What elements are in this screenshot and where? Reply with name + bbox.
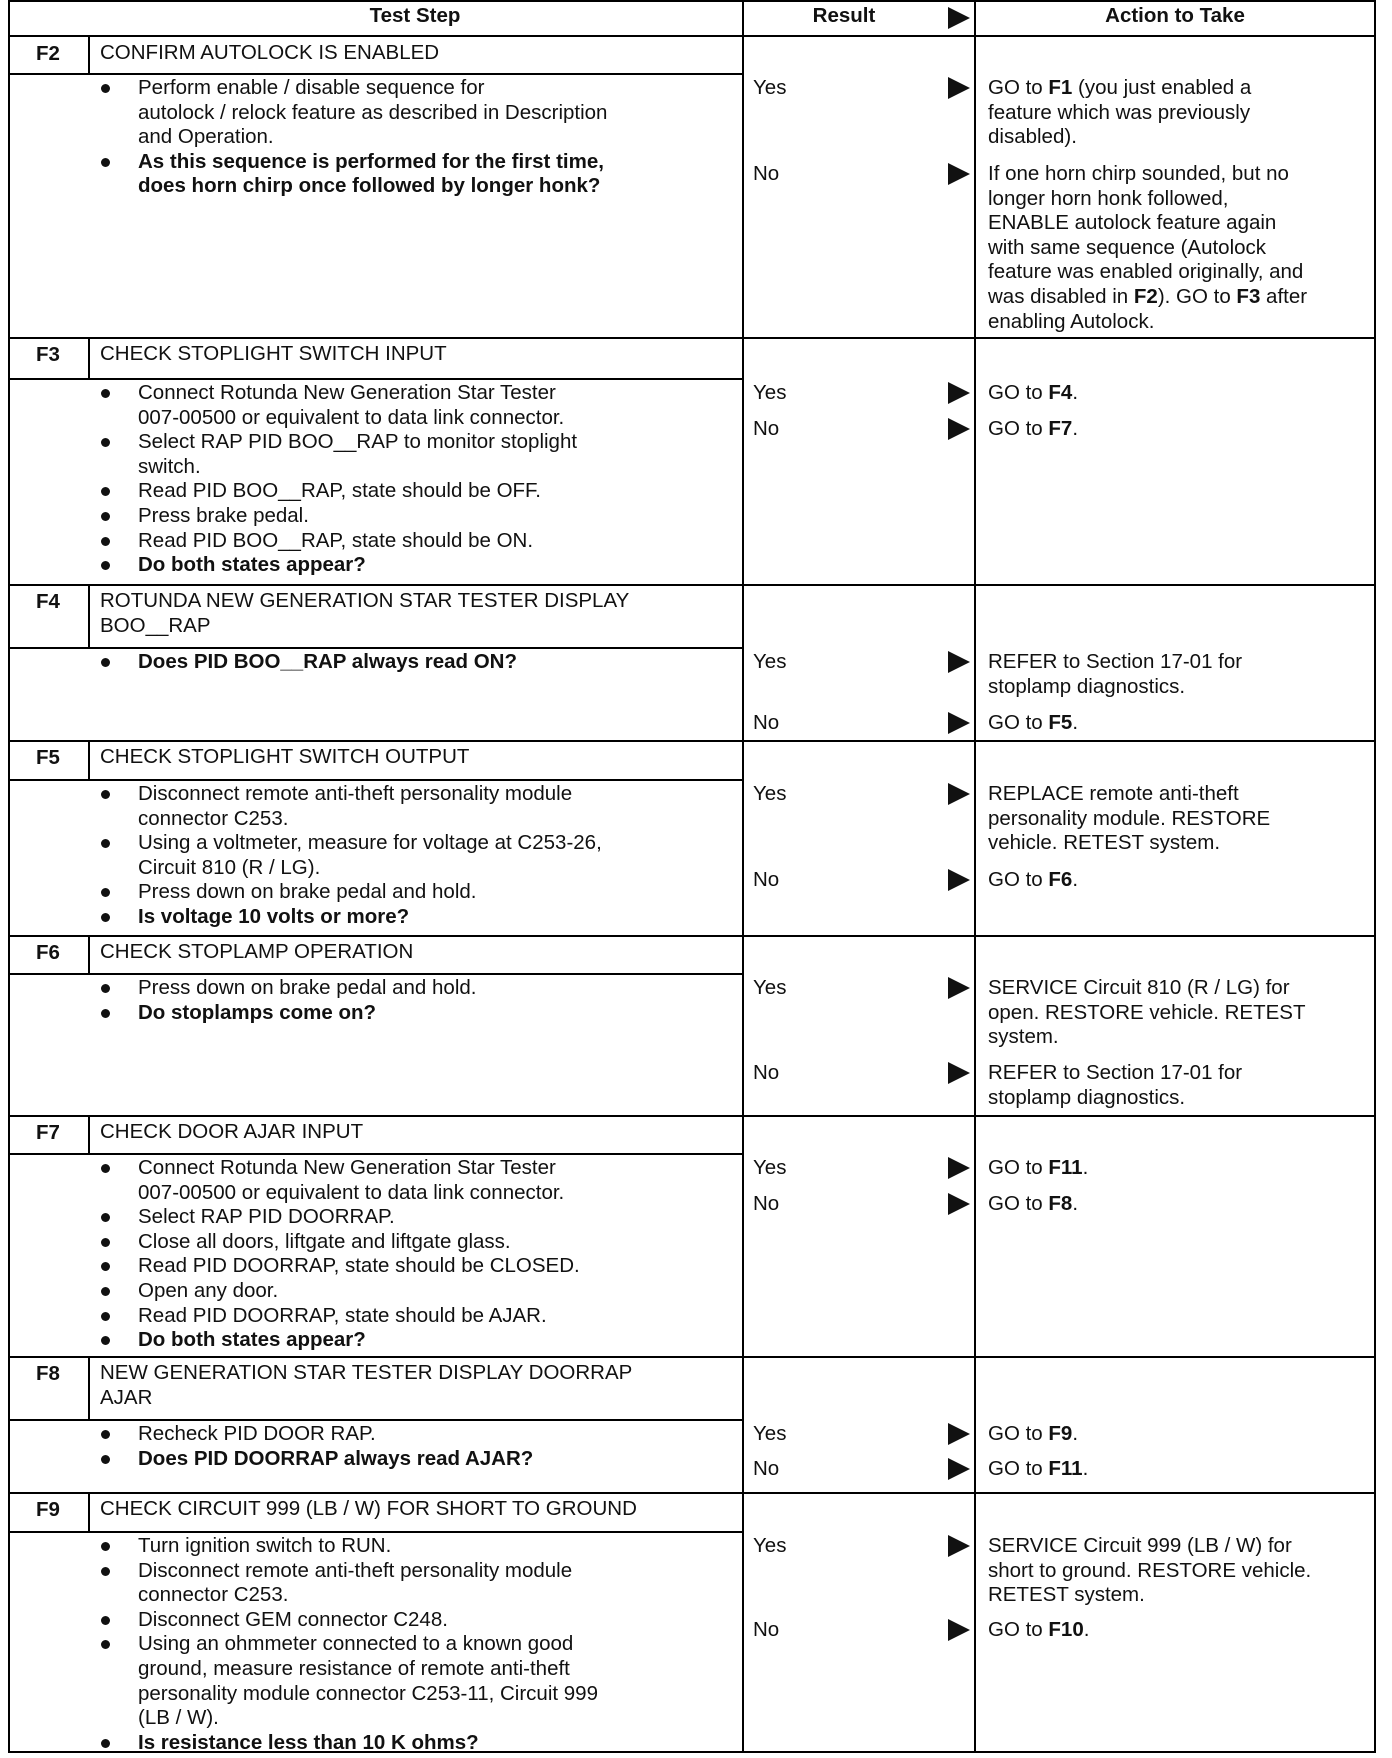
arrow-icon [948,1423,970,1445]
step-reference: F7 [1048,417,1073,440]
bullet-icon [101,1287,110,1296]
step-instruction: Press down on brake pedal and hold. [138,880,477,904]
arrow-icon [948,869,970,891]
action-text: . [1072,417,1079,440]
step-instruction: Select RAP PID DOORRAP. [138,1205,395,1229]
step-reference: F5 [1048,711,1073,734]
arrow-icon [948,1619,970,1641]
arrow-icon [948,712,970,734]
bullet-icon [101,1213,110,1222]
action-text: RETEST system. [988,1583,1145,1607]
step-id: F4 [36,590,60,613]
arrow-icon [948,977,970,999]
step-instruction: Disconnect remote anti-theft personality module [138,1558,573,1582]
action-text: GO to [988,1422,1049,1445]
bullet-icon [101,658,110,667]
step-title: AJAR [100,1385,153,1409]
step-reference: F1 [1048,76,1073,99]
action-line [988,807,1270,832]
action-text: feature which was previously [988,100,1251,124]
step-instruction: Connect Rotunda New Generation Star Tester [138,1156,556,1179]
action-line [988,211,1276,236]
step-reference: F10 [1048,1618,1084,1641]
step-id: F5 [36,746,60,769]
result-yes: Yes [753,1422,787,1445]
step-reference: F9 [1048,1422,1073,1445]
arrow-icon [948,1062,970,1084]
action-line [988,650,1242,675]
step-title-divider [8,73,742,75]
row-bottom-border [8,935,1376,937]
bullet-icon [101,1616,110,1625]
bullet-icon [101,1739,110,1748]
arrow-icon [948,7,970,29]
step-instruction: Does PID BOO__RAP always read ON? [138,650,518,673]
row-bottom-border [8,740,1376,742]
step-instruction: Do both states appear? [138,1328,366,1352]
step-instruction: Disconnect GEM connector C248. [138,1607,448,1631]
bullet-icon [101,438,110,447]
action-line [988,417,1078,442]
bullet-icon [101,1312,110,1321]
arrow-icon [948,382,970,404]
result-yes: Yes [753,782,787,805]
action-text: . [1082,1457,1089,1480]
action-line [988,1618,1089,1643]
step-id: F2 [36,42,60,65]
action-line [988,381,1078,406]
action-line [988,782,1239,807]
step-instruction: Do both states appear? [138,553,366,577]
action-text: . [1072,1192,1079,1215]
bullet-icon [101,512,110,521]
step-instruction: Does PID DOORRAP always read AJAR? [138,1446,534,1470]
action-line [988,125,1077,150]
table-top-border [8,0,1376,2]
action-line [988,1156,1088,1181]
action-text: with same sequence (Autolock [988,235,1267,259]
action-line [988,1001,1306,1026]
bullet-icon [101,1455,110,1464]
step-instruction: As this sequence is performed for the first time, [138,149,604,173]
bullet-icon [101,1238,110,1247]
action-text: stoplamp diagnostics. [988,674,1186,698]
action-text: . [1082,1156,1089,1179]
arrow-icon [948,1535,970,1557]
step-instruction: Using an ohmmeter connected to a known good [138,1632,574,1656]
action-text: GO to [988,1618,1049,1641]
result-no: No [753,868,780,891]
arrow-icon [948,783,970,805]
step-instruction: does horn chirp once followed by longer honk? [138,174,601,198]
step-reference: F6 [1048,868,1073,891]
step-instruction: Select RAP PID BOO__RAP to monitor stoplight [138,430,578,454]
step-instruction: personality module connector C253-11, Circuit 999 [138,1681,598,1705]
action-text: GO to [988,1192,1049,1215]
bullet-icon [101,1430,110,1439]
result-no: No [753,1192,780,1215]
bullet-icon [101,1542,110,1551]
result-yes: Yes [753,650,787,673]
step-id-divider [88,37,90,73]
bullet-icon [101,1262,110,1271]
bullet-icon [101,839,110,848]
step-instruction: Using a voltmeter, measure for voltage at C253-26, [138,831,602,855]
arrow-icon [948,418,970,440]
step-instruction: Read PID BOO__RAP, state should be OFF. [138,479,541,503]
action-text: short to ground. RESTORE vehicle. [988,1558,1312,1582]
action-text: GO to [988,381,1049,404]
step-reference: F11 [1048,1457,1083,1480]
step-title: CONFIRM AUTOLOCK IS ENABLED [100,41,440,64]
bullet-icon [101,561,110,570]
result-yes: Yes [753,1534,787,1557]
step-title: BOO__RAP [100,613,211,637]
result-yes: Yes [753,76,787,99]
action-text: . [1072,711,1079,734]
step-instruction: ground, measure resistance of remote anti-theft [138,1657,570,1680]
action-line [988,236,1266,261]
result-yes: Yes [753,1156,787,1179]
action-text: If one horn chirp sounded, but no [988,162,1289,185]
action-text: . [1072,868,1079,891]
row-bottom-border [8,337,1376,339]
action-text: REFER to Section 17-01 for [988,1061,1243,1084]
action-text: personality module. RESTORE [988,806,1271,830]
step-id: F9 [36,1498,60,1521]
step-title-divider [8,779,742,781]
action-line [988,101,1250,126]
step-instruction: Read PID BOO__RAP, state should be ON. [138,528,534,552]
result-no: No [753,417,780,440]
action-text: open. RESTORE vehicle. RETEST [988,1000,1306,1024]
bullet-icon [101,888,110,897]
action-text: ). GO to [1157,285,1237,308]
step-instruction: Open any door. [138,1279,279,1302]
action-line [988,675,1185,700]
step-id: F6 [36,941,60,964]
table-right-border [1374,0,1376,1752]
step-id-divider [88,585,90,647]
action-line [988,1061,1242,1086]
arrow-icon [948,163,970,185]
step-title-divider [8,1531,742,1533]
arrow-icon [948,1157,970,1179]
bullet-icon [101,1009,110,1018]
step-instruction: and Operation. [138,125,274,149]
step-id-divider [88,1357,90,1419]
step-id: F8 [36,1362,60,1385]
step-reference: F8 [1048,1192,1073,1215]
action-line [988,831,1220,856]
step-instruction: Is resistance less than 10 K ohms? [138,1730,479,1754]
bullet-icon [101,913,110,922]
arrow-icon [948,1458,970,1480]
action-line [988,711,1078,736]
action-line [988,1422,1078,1447]
action-text: REFER to Section 17-01 for [988,650,1243,673]
step-id: F7 [36,1121,60,1144]
step-id-divider [88,741,90,779]
action-line [988,310,1154,335]
step-instruction: Disconnect remote anti-theft personality module [138,782,573,805]
action-line [988,260,1303,285]
action-text: (you just enabled a [1072,76,1252,99]
result-no: No [753,1618,780,1641]
step-instruction: Recheck PID DOOR RAP. [138,1422,376,1445]
bullet-icon [101,487,110,496]
step-title-divider [8,973,742,975]
action-text: . [1083,1618,1090,1641]
header-result: Result [812,4,876,27]
step-id-divider [88,936,90,973]
step-title: CHECK STOPLIGHT SWITCH INPUT [100,342,447,365]
action-text: vehicle. RETEST system. [988,831,1221,855]
result-column-divider [742,0,744,1752]
step-instruction: connector C253. [138,1583,289,1607]
step-title: CHECK STOPLIGHT SWITCH OUTPUT [100,745,470,768]
action-text: GO to [988,1156,1049,1179]
step-title: NEW GENERATION STAR TESTER DISPLAY DOORRAP [100,1361,633,1384]
header-bottom-border [8,35,1376,37]
action-text: disabled). [988,125,1077,149]
action-text: feature was enabled originally, and [988,260,1304,284]
step-instruction: Press down on brake pedal and hold. [138,976,477,999]
action-line [988,1192,1078,1217]
step-id-divider [88,1493,90,1531]
step-instruction: Read PID DOORRAP, state should be CLOSED. [138,1254,580,1278]
action-line [988,1583,1145,1608]
action-text: ENABLE autolock feature again [988,211,1277,235]
action-line [988,285,1307,310]
step-instruction: Turn ignition switch to RUN. [138,1534,392,1557]
arrow-icon [948,1193,970,1215]
step-instruction: (LB / W). [138,1706,219,1730]
bullet-icon [101,389,110,398]
step-instruction: autolock / relock feature as described in Description [138,100,608,124]
action-line [988,1534,1292,1559]
step-instruction: Circuit 810 (R / LG). [138,855,321,879]
step-reference: F4 [1048,381,1073,404]
step-instruction: Perform enable / disable sequence for [138,76,485,99]
step-title: CHECK DOOR AJAR INPUT [100,1120,364,1143]
action-text: GO to [988,76,1049,99]
action-text: . [1072,381,1079,404]
bullet-icon [101,790,110,799]
step-instruction: Read PID DOORRAP, state should be AJAR. [138,1303,547,1327]
bullet-icon [101,1164,110,1173]
arrow-icon [948,77,970,99]
step-instruction: Is voltage 10 volts or more? [138,905,410,928]
step-instruction: 007-00500 or equivalent to data link connector. [138,1180,565,1204]
step-id: F3 [36,343,60,366]
step-reference: F3 [1236,285,1261,308]
action-text: GO to [988,711,1049,734]
action-text: after [1260,285,1308,308]
action-line [988,976,1290,1001]
step-id-divider [88,338,90,378]
action-text: SERVICE Circuit 999 (LB / W) for [988,1534,1292,1557]
step-title: ROTUNDA NEW GENERATION STAR TESTER DISPLAY [100,589,630,612]
step-title-divider [8,647,742,649]
bullet-icon [101,1567,110,1576]
result-no: No [753,1457,780,1480]
step-reference: F2 [1133,285,1158,308]
row-bottom-border [8,1492,1376,1494]
action-text: system. [988,1025,1059,1049]
action-text: REPLACE remote anti-theft [988,782,1239,805]
step-title: CHECK STOPLAMP OPERATION [100,940,414,963]
action-line [988,162,1289,187]
action-line [988,1457,1088,1482]
step-title-divider [8,1419,742,1421]
bullet-icon [101,1640,110,1649]
step-title: CHECK CIRCUIT 999 (LB / W) FOR SHORT TO GROUND [100,1497,637,1520]
action-text: stoplamp diagnostics. [988,1085,1186,1109]
header-action: Action to Take [1105,4,1245,27]
result-yes: Yes [753,976,787,999]
action-line [988,1559,1311,1584]
step-instruction: 007-00500 or equivalent to data link connector. [138,405,565,429]
step-id-divider [88,1116,90,1153]
step-reference: F11 [1048,1156,1083,1179]
action-line [988,868,1078,893]
step-instruction: Do stoplamps come on? [138,1000,377,1024]
action-text: GO to [988,417,1049,440]
result-no: No [753,162,780,185]
action-text: longer horn honk followed, [988,186,1229,210]
result-no: No [753,711,780,734]
arrow-icon [948,651,970,673]
bullet-icon [101,537,110,546]
result-yes: Yes [753,381,787,404]
step-title-divider [8,1153,742,1155]
bullet-icon [101,158,110,167]
step-instruction: Press brake pedal. [138,504,309,527]
result-no: No [753,1061,780,1084]
header-test-step: Test Step [369,4,461,27]
step-title-divider [8,378,742,380]
row-bottom-border [8,584,1376,586]
table-left-border [8,0,10,1752]
bullet-icon [101,984,110,993]
row-bottom-border [8,1356,1376,1358]
action-text: SERVICE Circuit 810 (R / LG) for [988,976,1290,999]
action-line [988,1086,1185,1111]
step-instruction: connector C253. [138,806,289,830]
step-instruction: switch. [138,454,201,478]
action-text: was disabled in [988,285,1134,308]
action-line [988,76,1251,101]
action-column-divider [974,0,976,1752]
action-text: GO to [988,1457,1049,1480]
step-instruction: Connect Rotunda New Generation Star Tester [138,381,556,404]
bullet-icon [101,1336,110,1345]
action-text: . [1072,1422,1079,1445]
action-line [988,187,1228,212]
action-line [988,1025,1059,1050]
bullet-icon [101,84,110,93]
action-text: enabling Autolock. [988,309,1155,333]
action-text: GO to [988,868,1049,891]
row-bottom-border [8,1115,1376,1117]
step-instruction: Close all doors, liftgate and liftgate glass. [138,1229,511,1253]
